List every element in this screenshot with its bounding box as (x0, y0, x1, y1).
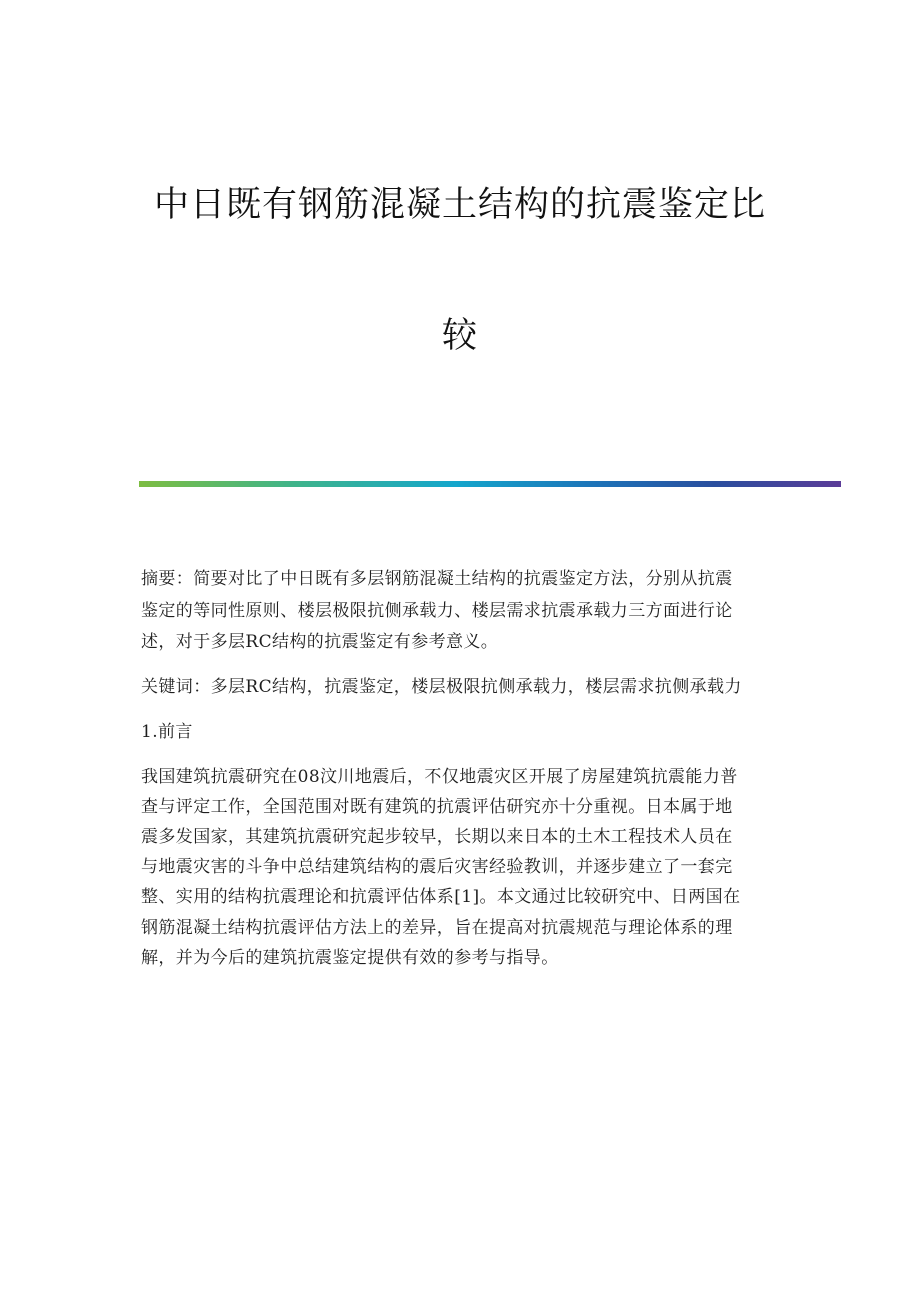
intro-line-5: 整、实用的结构抗震理论和抗震评估体系[1]。本文通过比较研究中、日两国在 (141, 887, 741, 908)
abstract-line-3: 述，对于多层RC结构的抗震鉴定有参考意义。 (141, 632, 499, 653)
title-line-1: 中日既有钢筋混凝土结构的抗震鉴定比 (153, 185, 766, 225)
intro-paragraph (141, 762, 781, 973)
abstract-line-1: 摘要：简要对比了中日既有多层钢筋混凝土结构的抗震鉴定方法，分别从抗震 (141, 569, 733, 589)
intro-line-2: 查与评定工作，全国范围对既有建筑的抗震评估研究亦十分重视。日本属于地 (141, 796, 733, 817)
intro-line-7: 解，并为今后的建筑抗震鉴定提供有效的参考与指导。 (141, 947, 559, 968)
abstract-line-2: 鉴定的等同性原则、楼层极限抗侧承载力、楼层需求抗震承载力三方面进行论 (141, 600, 733, 621)
keywords-paragraph: 关键词：多层RC结构，抗震鉴定，楼层极限抗侧承载力，楼层需求抗侧承载力 (141, 677, 742, 698)
intro-line-1: 我国建筑抗震研究在08汶川地震后，不仅地震灾区开展了房屋建筑抗震能力普 (141, 766, 738, 787)
title-line-2: 较 (441, 316, 478, 356)
abstract-paragraph (141, 564, 781, 659)
section-heading: 1.前言 (141, 721, 193, 742)
title-divider (139, 481, 841, 487)
document-title (100, 185, 820, 356)
intro-line-6: 钢筋混凝土结构抗震评估方法上的差异，旨在提高对抗震规范与理论体系的理 (141, 917, 733, 938)
document-body (141, 564, 781, 973)
intro-line-4: 与地震灾害的斗争中总结建筑结构的震后灾害经验教训，并逐步建立了一套完 (141, 857, 733, 878)
intro-line-3: 震多发国家，其建筑抗震研究起步较早，长期以来日本的土木工程技术人员在 (141, 826, 733, 847)
